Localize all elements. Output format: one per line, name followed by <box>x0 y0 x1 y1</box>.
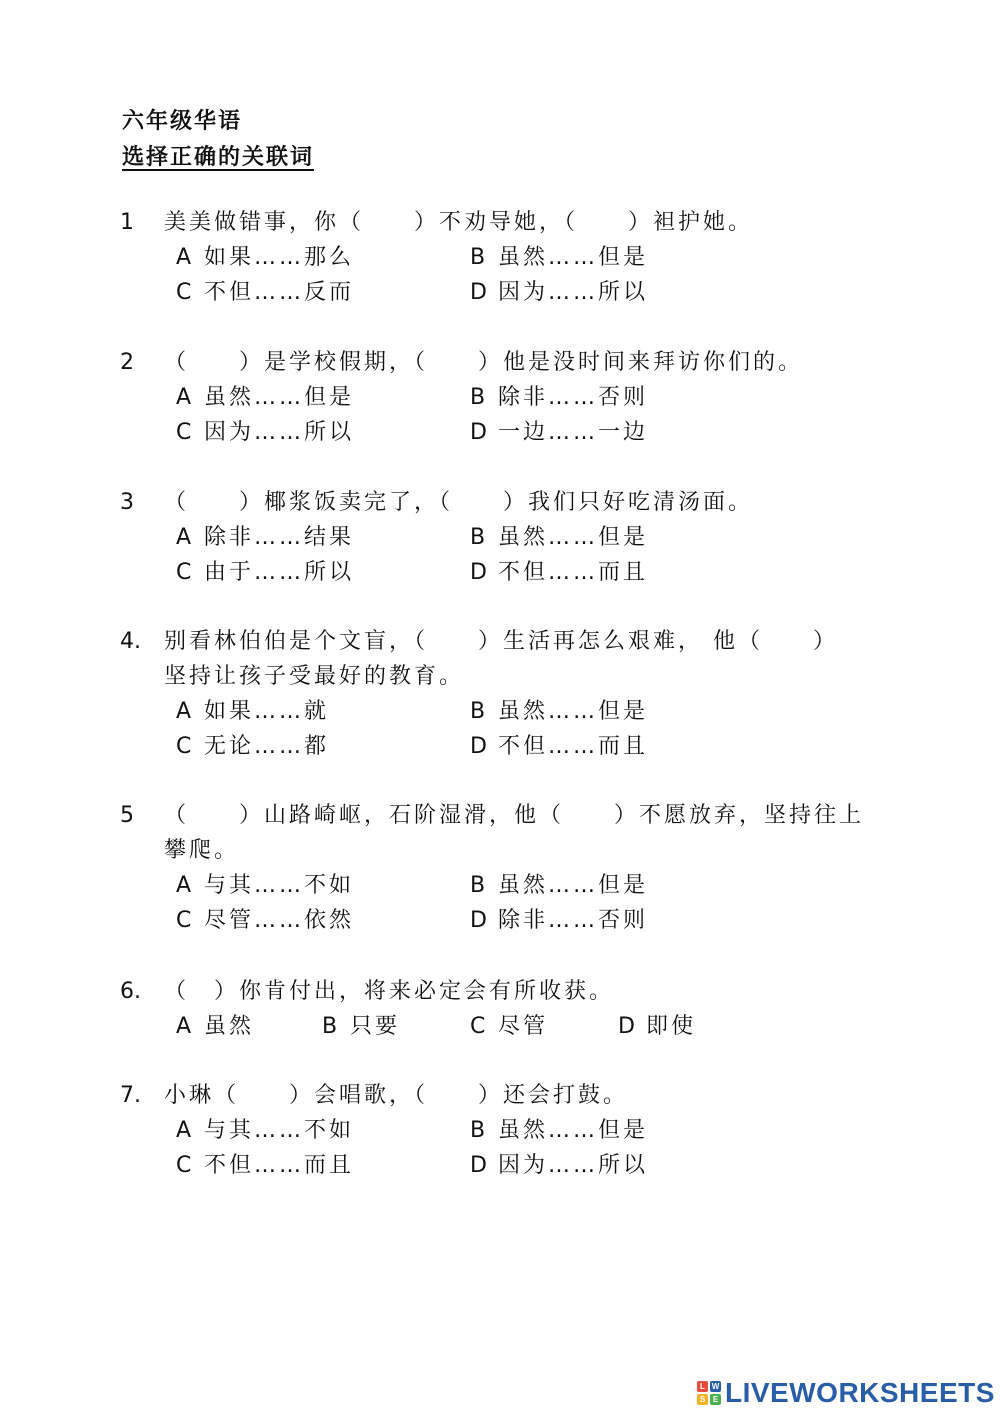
option-letter: D <box>470 420 487 445</box>
question-number: 1 <box>120 210 134 235</box>
option-row <box>120 729 880 764</box>
answer-option[interactable] <box>176 380 354 415</box>
question-5 <box>120 798 880 938</box>
question-text: 攀爬。 <box>164 838 240 863</box>
option-text: 除非……否则 <box>498 385 649 410</box>
option-row <box>120 1113 880 1148</box>
question-4 <box>120 624 880 764</box>
question-number: 4. <box>120 629 141 654</box>
question-line <box>120 485 880 520</box>
question-text: 别看林伯伯是个文盲，（ ）生活再怎么艰难， 他（ ） <box>164 629 838 654</box>
option-letter: A <box>176 1118 192 1143</box>
option-row <box>120 903 880 938</box>
option-row <box>120 1148 880 1183</box>
question-line <box>120 205 880 240</box>
answer-option[interactable] <box>176 1148 354 1183</box>
option-row <box>120 240 880 275</box>
question-line <box>120 659 880 694</box>
option-row <box>120 555 880 590</box>
answer-option[interactable] <box>322 1009 400 1044</box>
option-row <box>120 520 880 555</box>
answer-option[interactable] <box>176 240 354 275</box>
option-letter: D <box>470 734 487 759</box>
option-row <box>120 694 880 729</box>
question-7 <box>120 1078 880 1183</box>
option-text: 虽然……但是 <box>498 245 649 270</box>
answer-option[interactable] <box>470 1009 548 1044</box>
question-text: 小琳（ ）会唱歌，（ ）还会打鼓。 <box>164 1083 629 1108</box>
option-text: 无论……都 <box>204 734 330 759</box>
answer-option[interactable] <box>176 729 329 764</box>
answer-option[interactable] <box>176 903 354 938</box>
option-letter: C <box>470 1014 486 1039</box>
answer-option[interactable] <box>470 415 648 450</box>
option-letter: A <box>176 699 192 724</box>
option-letter: B <box>470 699 486 724</box>
option-text: 与其……不如 <box>204 873 355 898</box>
option-text: 虽然……但是 <box>498 699 649 724</box>
option-text: 由于……所以 <box>204 560 355 585</box>
logo-block: E <box>710 1394 721 1405</box>
answer-option[interactable] <box>470 1113 648 1148</box>
option-row <box>120 415 880 450</box>
answer-option[interactable] <box>176 868 354 903</box>
option-text: 与其……不如 <box>204 1118 355 1143</box>
option-row <box>120 868 880 903</box>
option-letter: D <box>470 280 487 305</box>
option-letter: A <box>176 385 192 410</box>
answer-option[interactable] <box>176 520 354 555</box>
option-text: 不但……而且 <box>204 1153 355 1178</box>
question-text: （ ）是学校假期，（ ）他是没时间来拜访你们的。 <box>164 350 804 375</box>
question-line <box>120 1078 880 1113</box>
question-number: 3 <box>120 490 134 515</box>
option-letter: C <box>176 908 192 933</box>
question-number: 2 <box>120 350 134 375</box>
option-letter: B <box>470 1118 486 1143</box>
question-text: 坚持让孩子受最好的教育。 <box>164 664 465 689</box>
option-text: 虽然 <box>204 1014 255 1039</box>
logo-text: LIVEWORKSHEETS <box>725 1377 995 1408</box>
answer-option[interactable] <box>470 520 648 555</box>
option-letter: A <box>176 245 192 270</box>
logo-block: L <box>697 1381 708 1392</box>
question-1 <box>120 205 880 310</box>
question-text: （ ）椰浆饭卖完了，（ ）我们只好吃清汤面。 <box>164 490 754 515</box>
worksheet-title: 六年级华语 <box>122 109 243 134</box>
answer-option[interactable] <box>470 868 648 903</box>
answer-option[interactable] <box>176 1009 254 1044</box>
question-text: 美美做错事，你（ ）不劝导她，（ ）袒护她。 <box>164 210 754 235</box>
answer-option[interactable] <box>470 380 648 415</box>
question-2 <box>120 345 880 450</box>
question-number: 7. <box>120 1083 141 1108</box>
option-text: 一边……一边 <box>498 420 649 445</box>
answer-option[interactable] <box>470 694 648 729</box>
question-3 <box>120 485 880 590</box>
option-letter: B <box>322 1014 338 1039</box>
liveworksheets-logo <box>697 1378 995 1408</box>
answer-option[interactable] <box>470 1148 648 1183</box>
option-text: 除非……否则 <box>498 908 649 933</box>
option-text: 不但……反而 <box>204 280 355 305</box>
logo-blocks-icon <box>697 1381 721 1405</box>
question-line <box>120 798 880 833</box>
option-text: 除非……结果 <box>204 525 355 550</box>
question-line <box>120 624 880 659</box>
option-letter: C <box>176 420 192 445</box>
answer-option[interactable] <box>176 275 354 310</box>
answer-option[interactable] <box>470 240 648 275</box>
option-text: 虽然……但是 <box>204 385 355 410</box>
answer-option[interactable] <box>176 694 329 729</box>
option-text: 不但……而且 <box>498 734 649 759</box>
option-text: 只要 <box>350 1014 401 1039</box>
answer-option[interactable] <box>176 415 354 450</box>
option-text: 不但……而且 <box>498 560 649 585</box>
option-letter: C <box>176 734 192 759</box>
option-text: 尽管……依然 <box>204 908 355 933</box>
option-letter: A <box>176 525 192 550</box>
answer-option[interactable] <box>176 1113 354 1148</box>
question-text: （ ）你肯付出，将来必定会有所收获。 <box>164 979 615 1004</box>
option-letter: C <box>176 560 192 585</box>
question-6 <box>120 974 880 1044</box>
option-text: 虽然……但是 <box>498 873 649 898</box>
question-number: 5 <box>120 803 134 828</box>
option-row <box>120 1009 880 1044</box>
worksheet-subtitle: 选择正确的关联词 <box>122 145 315 170</box>
option-text: 因为……所以 <box>498 280 649 305</box>
option-text: 如果……那么 <box>204 245 355 270</box>
option-text: 虽然……但是 <box>498 1118 649 1143</box>
answer-option[interactable] <box>618 1009 696 1044</box>
logo-block: S <box>697 1394 708 1405</box>
option-letter: B <box>470 245 486 270</box>
option-letter: B <box>470 873 486 898</box>
answer-option[interactable] <box>470 729 648 764</box>
answer-option[interactable] <box>470 903 648 938</box>
question-number: 6. <box>120 979 141 1004</box>
option-row <box>120 275 880 310</box>
answer-option[interactable] <box>470 275 648 310</box>
option-letter: D <box>470 560 487 585</box>
option-letter: C <box>176 1153 192 1178</box>
option-letter: B <box>470 385 486 410</box>
option-letter: D <box>470 908 487 933</box>
option-text: 因为……所以 <box>204 420 355 445</box>
logo-block: W <box>711 1382 720 1391</box>
answer-option[interactable] <box>470 555 648 590</box>
option-text: 虽然……但是 <box>498 525 649 550</box>
option-letter: A <box>176 1014 192 1039</box>
option-letter: D <box>470 1153 487 1178</box>
option-text: 因为……所以 <box>498 1153 649 1178</box>
question-text: （ ）山路崎岖，石阶湿滑，他（ ）不愿放弃，坚持往上 <box>164 803 865 828</box>
option-letter: A <box>176 873 192 898</box>
option-letter: B <box>470 525 486 550</box>
option-letter: D <box>618 1014 635 1039</box>
option-letter: C <box>176 280 192 305</box>
answer-option[interactable] <box>176 555 354 590</box>
question-line <box>120 833 880 868</box>
option-text: 尽管 <box>498 1014 549 1039</box>
option-text: 如果……就 <box>204 699 330 724</box>
question-line <box>120 345 880 380</box>
option-text: 即使 <box>646 1014 697 1039</box>
question-line <box>120 974 880 1009</box>
option-row <box>120 380 880 415</box>
